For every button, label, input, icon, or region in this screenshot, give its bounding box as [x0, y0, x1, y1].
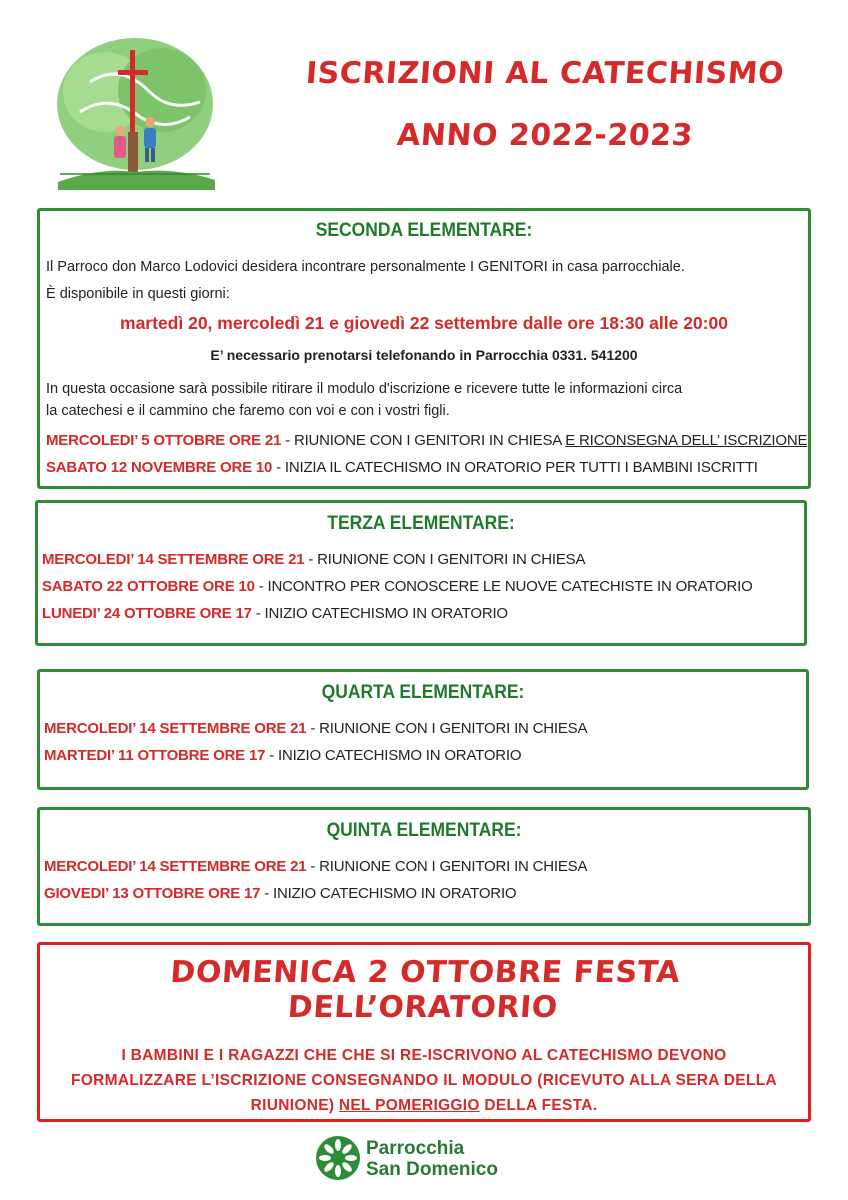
event-row — [42, 549, 585, 571]
parish-name-line: Parrocchia — [366, 1138, 465, 1159]
separator: - — [254, 578, 268, 595]
separator: - — [265, 747, 278, 764]
parish-logo-icon — [316, 1136, 360, 1180]
parish-name — [366, 1138, 498, 1180]
event-date: MERCOLEDI’ 14 SETTEMBRE ORE 21 — [44, 720, 307, 737]
terza-elementare-section — [35, 500, 807, 646]
event-row — [46, 457, 758, 479]
event-row — [44, 718, 587, 740]
event-text: INIZIA IL CATECHISMO IN ORATORIO PER TUTTI I BAMBINI ISCRITTI — [284, 459, 758, 476]
event-date: MERCOLEDI’ 14 SETTEMBRE ORE 21 — [42, 551, 305, 568]
separator: - — [306, 720, 320, 737]
festa-notice-text: DELLA FESTA. — [479, 1097, 598, 1114]
event-date: GIOVEDI’ 13 OTTOBRE ORE 17 — [44, 885, 261, 902]
separator: - — [304, 551, 318, 568]
page-subtitle-year: ANNO 2022-2023 — [395, 118, 695, 153]
quarta-elementare-section — [37, 669, 809, 790]
festa-notice-line: FORMALIZZARE L’ISCRIZIONE CONSEGNANDO IL MODULO (RICEVUTO ALLA SERA DELLA — [71, 1072, 777, 1089]
availability-text: È disponibile in questi giorni: — [46, 286, 230, 302]
event-row — [42, 603, 508, 625]
intro-text: Il Parroco don Marco Lodovici desidera incontrare personalmente I GENITORI in casa parrocchiale. — [46, 259, 685, 275]
event-text: INCONTRO PER CONOSCERE LE NUOVE CATECHISTE IN ORATORIO — [267, 578, 753, 595]
festa-notice-text: RIUNIONE) — [250, 1097, 339, 1114]
festa-oratorio-section — [37, 942, 811, 1122]
event-text: RIUNIONE CON I GENITORI IN CHIESA — [317, 551, 586, 568]
event-row — [44, 856, 587, 878]
event-row — [42, 576, 753, 598]
separator: - — [260, 885, 273, 902]
event-row — [44, 745, 521, 767]
event-date: LUNEDI’ 24 OTTOBRE ORE 17 — [42, 605, 252, 622]
festa-notice-underlined: NEL POMERIGGIO — [338, 1097, 480, 1114]
seconda-elementare-section — [37, 208, 811, 489]
event-date: MARTEDI’ 11 OTTOBRE ORE 17 — [44, 747, 266, 764]
info-paragraph-line: In questa occasione sarà possibile ritirare il modulo d'iscrizione e ricevere tutte le informazioni circa — [46, 381, 683, 397]
event-row — [44, 883, 516, 905]
event-text: INIZIO CATECHISMO IN ORATORIO — [273, 885, 517, 902]
page-title: ISCRIZIONI AL CATECHISMO — [304, 56, 786, 91]
catechism-tree-logo — [50, 22, 220, 197]
event-date: MERCOLEDI’ 5 OTTOBRE ORE 21 — [46, 432, 282, 449]
section-heading: QUARTA ELEMENTARE: — [321, 682, 525, 703]
event-text: INIZIO CATECHISMO IN ORATORIO — [264, 605, 508, 622]
festa-title: DOMENICA 2 OTTOBRE FESTA DELL’ORATORIO — [169, 955, 682, 1025]
info-paragraph-line: la catechesi e il cammino che faremo con voi e con i vostri figli. — [46, 403, 450, 419]
event-text: INIZIO CATECHISMO IN ORATORIO — [277, 747, 522, 764]
parish-footer — [316, 1136, 546, 1180]
event-row — [46, 430, 807, 452]
parish-name-line: San Domenico — [366, 1159, 498, 1180]
separator: - — [272, 459, 285, 476]
event-date: MERCOLEDI’ 14 SETTEMBRE ORE 21 — [44, 858, 307, 875]
event-date: SABATO 22 OTTOBRE ORE 10 — [42, 578, 255, 595]
event-text: RIUNIONE CON I GENITORI IN CHIESA — [319, 858, 588, 875]
section-heading: QUINTA ELEMENTARE: — [326, 820, 522, 841]
section-heading: SECONDA ELEMENTARE: — [315, 220, 533, 241]
event-text: RIUNIONE CON I GENITORI IN CHIESA — [293, 432, 566, 449]
separator: - — [306, 858, 320, 875]
separator: - — [251, 605, 265, 622]
festa-notice-line: I BAMBINI E I RAGAZZI CHE CHE SI RE-ISCRIVONO AL CATECHISMO DEVONO — [121, 1047, 727, 1064]
event-text: RIUNIONE CON I GENITORI IN CHIESA — [319, 720, 588, 737]
meeting-dates: martedì 20, mercoledì 21 e giovedì 22 settembre dalle ore 18:30 alle 20:00 — [120, 313, 728, 333]
quinta-elementare-section — [37, 807, 811, 926]
event-date: SABATO 12 NOVEMBRE ORE 10 — [46, 459, 273, 476]
festa-notice — [60, 1043, 788, 1118]
section-heading: TERZA ELEMENTARE: — [327, 513, 515, 534]
separator: - — [281, 432, 294, 449]
festa-notice-line — [60, 1093, 788, 1118]
booking-info: E’ necessario prenotarsi telefonando in Parrocchia 0331. 541200 — [210, 347, 638, 363]
event-text-underlined: E RICONSEGNA DELL’ ISCRIZIONE — [565, 432, 808, 449]
